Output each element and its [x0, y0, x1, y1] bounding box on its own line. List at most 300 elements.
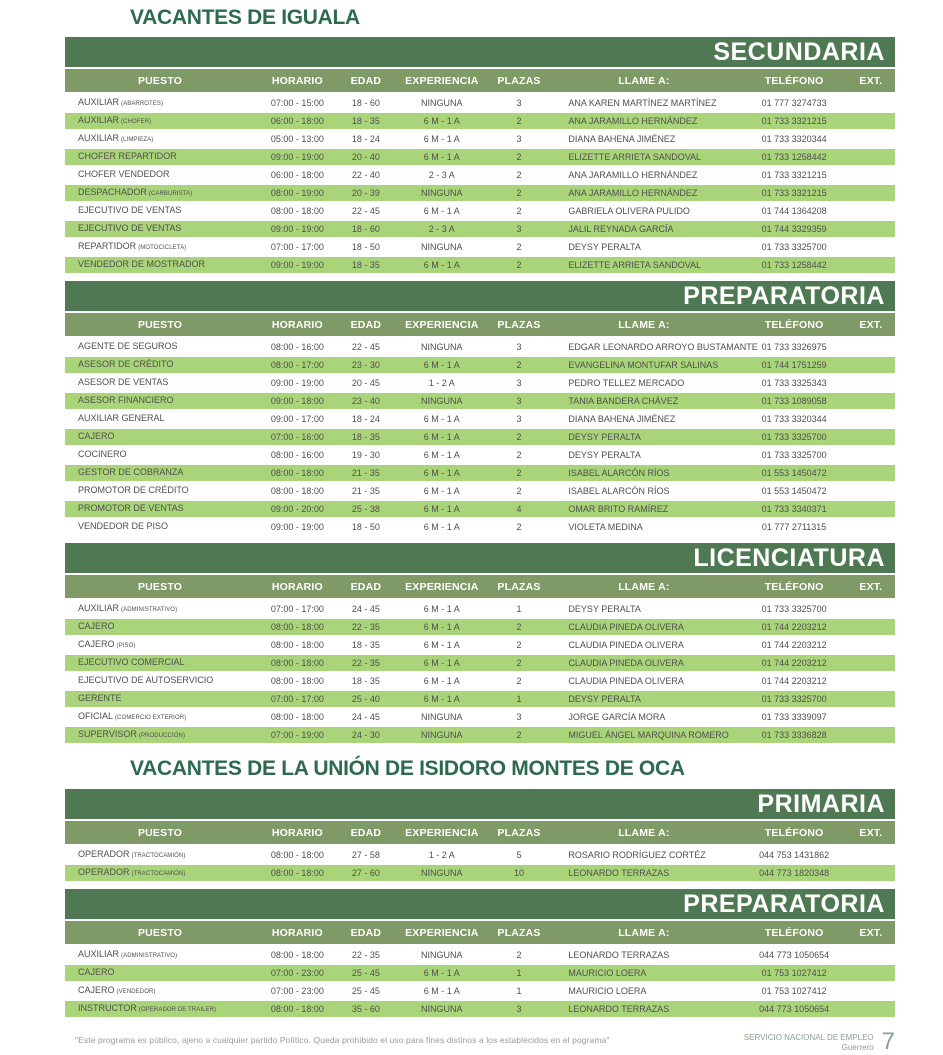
cell-horario: 09:00 - 19:00 — [270, 378, 324, 388]
cell-plazas: 3 — [516, 342, 522, 352]
cell-llame: CLAUDIA PINEDA OLIVERA — [568, 676, 684, 686]
cell-plazas: 2 — [516, 432, 522, 442]
cell-llame: CLAUDIA PINEDA OLIVERA — [568, 640, 684, 650]
footer-org-line1: SERVICIO NACIONAL DE EMPLEO — [743, 1033, 874, 1042]
cell-puesto — [65, 864, 255, 882]
cell-experiencia: 6 M - 1 A — [423, 152, 460, 162]
cell-horario: 08:00 - 18:00 — [270, 950, 324, 960]
cell-llame: ANA KAREN MARTÍNEZ MARTÍNEZ — [568, 98, 717, 108]
cell-plazas: 2 — [516, 450, 522, 460]
cell-experiencia: NINGUNA — [421, 712, 463, 722]
section-level-label: PRIMARIA — [757, 790, 885, 818]
column-header-telefono: TELÉFONO — [764, 826, 824, 839]
table-preparatoria-iguala — [65, 281, 895, 537]
cell-telefono: 01 777 2711315 — [761, 522, 827, 532]
puesto-sublabel: (ADMINISTRATIVO) — [121, 953, 178, 959]
cell-experiencia: 6 M - 1 A — [423, 450, 460, 460]
cell-telefono: 01 733 3326975 — [761, 342, 827, 352]
cell-llame: DIANA BAHENA JIMÉNEZ — [568, 134, 676, 144]
column-header-telefono: TELÉFONO — [764, 580, 824, 593]
cell-puesto — [65, 946, 255, 964]
puesto-label: ASESOR DE CRÉDITO — [78, 359, 174, 369]
column-header-ext: EXT. — [859, 580, 883, 593]
puesto-sublabel: (PISO) — [116, 643, 136, 649]
cell-edad: 22 - 40 — [351, 170, 380, 180]
column-header-horario: HORARIO — [271, 318, 323, 331]
puesto-label: VENDEDOR DE PISO — [78, 521, 169, 531]
puesto-label: INSTRUCTOR — [78, 1003, 137, 1013]
column-header-experiencia: EXPERIENCIA — [405, 74, 479, 87]
cell-horario: 09:00 - 18:00 — [270, 396, 324, 406]
cell-horario: 08:00 - 17:00 — [270, 360, 324, 370]
cell-telefono: 01 744 2203212 — [761, 676, 827, 686]
cell-puesto — [65, 846, 255, 864]
column-header-plazas: PLAZAS — [497, 74, 541, 87]
cell-horario: 07:00 - 19:00 — [270, 730, 324, 740]
cell-edad: 18 - 35 — [351, 432, 380, 442]
column-header-experiencia: EXPERIENCIA — [405, 318, 479, 331]
puesto-label: CAJERO — [78, 621, 115, 631]
column-header-experiencia: EXPERIENCIA — [405, 580, 479, 593]
cell-plazas: 2 — [516, 116, 522, 126]
section-band — [65, 543, 895, 573]
cell-telefono: 01 753 1027412 — [761, 968, 827, 978]
cell-edad: 20 - 39 — [351, 188, 380, 198]
cell-edad: 25 - 45 — [351, 986, 380, 996]
column-header-ext: EXT. — [859, 826, 883, 839]
cell-experiencia: NINGUNA — [421, 342, 463, 352]
column-header-edad: EDAD — [350, 826, 382, 839]
column-header-puesto: PUESTO — [137, 74, 183, 87]
cell-experiencia: 6 M - 1 A — [423, 622, 460, 632]
puesto-label: REPARTIDOR — [78, 241, 137, 251]
cell-telefono: 01 733 3325700 — [761, 604, 827, 614]
cell-telefono: 01 733 3321215 — [761, 170, 827, 180]
cell-llame: EDGAR LEONARDO ARROYO BUSTAMANTE — [568, 342, 758, 352]
cell-horario: 08:00 - 18:00 — [270, 712, 324, 722]
cell-telefono: 01 733 3320344 — [761, 134, 827, 144]
cell-telefono: 01 733 3325700 — [761, 450, 827, 460]
cell-horario: 08:00 - 18:00 — [270, 640, 324, 650]
cell-horario: 05:00 - 13:00 — [270, 134, 324, 144]
cell-plazas: 5 — [516, 850, 522, 860]
cell-plazas: 2 — [516, 622, 522, 632]
cell-puesto — [65, 166, 255, 184]
puesto-sublabel: (OPERADOR DE TRAILER) — [138, 1007, 217, 1013]
column-header-experiencia: EXPERIENCIA — [405, 926, 479, 939]
column-header-horario: HORARIO — [271, 74, 323, 87]
column-header-plazas: PLAZAS — [497, 926, 541, 939]
cell-experiencia: 6 M - 1 A — [423, 968, 460, 978]
puesto-label: CHOFER REPARTIDOR — [78, 151, 177, 161]
cell-plazas: 2 — [516, 360, 522, 370]
cell-experiencia: 6 M - 1 A — [423, 432, 460, 442]
table-row — [65, 847, 895, 865]
cell-edad: 18 - 50 — [351, 242, 380, 252]
cell-puesto — [65, 1000, 255, 1018]
cell-plazas: 3 — [516, 378, 522, 388]
puesto-label: EJECUTIVO DE AUTOSERVICIO — [78, 675, 214, 685]
puesto-label: AUXILIAR GENERAL — [78, 413, 165, 423]
puesto-label: PROMOTOR DE CRÉDITO — [78, 485, 189, 495]
cell-telefono: 044 773 1050654 — [759, 1004, 830, 1014]
cell-telefono: 01 733 3321215 — [761, 116, 827, 126]
cell-edad: 18 - 60 — [351, 224, 380, 234]
cell-edad: 25 - 38 — [351, 504, 380, 514]
cell-experiencia: NINGUNA — [421, 1004, 463, 1014]
table-row — [65, 375, 895, 393]
column-header-plazas: PLAZAS — [497, 826, 541, 839]
column-header-plazas: PLAZAS — [497, 580, 541, 593]
cell-experiencia: NINGUNA — [421, 188, 463, 198]
cell-llame: DEYSY PERALTA — [568, 604, 641, 614]
cell-puesto — [65, 726, 255, 744]
cell-llame: ISABEL ALARCÓN RÍOS — [568, 486, 670, 496]
section-band — [65, 889, 895, 919]
puesto-sublabel: (PRODUCCIÓN) — [138, 733, 186, 739]
cell-horario: 06:00 - 18:00 — [270, 116, 324, 126]
cell-telefono: 01 733 1258442 — [761, 152, 827, 162]
cell-llame: CLAUDIA PINEDA OLIVERA — [568, 622, 684, 632]
puesto-label: CAJERO — [78, 967, 115, 977]
puesto-label: CAJERO — [78, 639, 115, 649]
cell-telefono: 044 773 1820348 — [759, 868, 830, 878]
cell-edad: 22 - 35 — [351, 950, 380, 960]
cell-horario: 09:00 - 19:00 — [270, 522, 324, 532]
cell-puesto — [65, 112, 255, 130]
table-row — [65, 619, 895, 637]
cell-horario: 07:00 - 15:00 — [270, 98, 324, 108]
page-number: 7 — [881, 1028, 895, 1055]
cell-llame: OMAR BRITO RAMÍREZ — [568, 504, 669, 514]
cell-puesto — [65, 338, 255, 356]
cell-horario: 07:00 - 17:00 — [270, 694, 324, 704]
cell-horario: 08:00 - 18:00 — [270, 850, 324, 860]
puesto-label: OPERADOR — [78, 867, 130, 877]
column-header-ext: EXT. — [859, 926, 883, 939]
cell-experiencia: 6 M - 1 A — [423, 486, 460, 496]
cell-plazas: 1 — [516, 986, 522, 996]
cell-horario: 07:00 - 23:00 — [270, 968, 324, 978]
cell-llame: ELIZETTE ARRIETA SANDOVAL — [568, 152, 702, 162]
cell-experiencia: 6 M - 1 A — [423, 134, 460, 144]
cell-edad: 19 - 30 — [351, 450, 380, 460]
column-header-edad: EDAD — [350, 318, 382, 331]
cell-horario: 07:00 - 17:00 — [270, 242, 324, 252]
column-header-horario: HORARIO — [271, 826, 323, 839]
table-row — [65, 113, 895, 131]
table-row — [65, 483, 895, 501]
cell-puesto — [65, 202, 255, 220]
cell-plazas: 2 — [516, 260, 522, 270]
cell-plazas: 3 — [516, 712, 522, 722]
cell-experiencia: 2 - 3 A — [428, 224, 455, 234]
table-row — [65, 965, 895, 983]
puesto-sublabel: (TRACTOCAMIÓN) — [131, 853, 186, 859]
cell-puesto — [65, 618, 255, 636]
cell-plazas: 2 — [516, 188, 522, 198]
cell-horario: 08:00 - 18:00 — [270, 676, 324, 686]
section-level-label: PREPARATORIA — [683, 890, 885, 918]
column-header-llame: LLAME A: — [618, 580, 670, 593]
cell-puesto — [65, 374, 255, 392]
column-header-telefono: TELÉFONO — [764, 74, 824, 87]
puesto-label: VENDEDOR DE MOSTRADOR — [78, 259, 206, 269]
table-row — [65, 947, 895, 965]
cell-puesto — [65, 982, 255, 1000]
cell-llame: LEONARDO TERRAZAS — [568, 1004, 670, 1014]
puesto-label: CAJERO — [78, 431, 115, 441]
puesto-sublabel: (VENDEDOR) — [116, 989, 156, 995]
footer-right — [744, 1029, 895, 1055]
cell-edad: 18 - 24 — [351, 414, 380, 424]
table-body — [65, 95, 895, 275]
cell-edad: 27 - 58 — [351, 850, 380, 860]
cell-experiencia: 1 - 2 A — [428, 378, 455, 388]
puesto-label: COCINERO — [78, 449, 127, 459]
footer-org-line2: Guerrero — [841, 1043, 874, 1052]
column-header-edad: EDAD — [350, 74, 382, 87]
cell-plazas: 3 — [516, 414, 522, 424]
cell-experiencia: NINGUNA — [421, 242, 463, 252]
column-header-llame: LLAME A: — [618, 74, 670, 87]
cell-horario: 07:00 - 17:00 — [270, 604, 324, 614]
table-row — [65, 601, 895, 619]
puesto-label: AUXILIAR — [78, 97, 120, 107]
table-primaria-union — [65, 789, 895, 883]
cell-puesto — [65, 964, 255, 982]
puesto-sublabel: (CARBURISTA) — [148, 191, 193, 197]
cell-experiencia: 6 M - 1 A — [423, 206, 460, 216]
cell-horario: 08:00 - 18:00 — [270, 468, 324, 478]
cell-experiencia: NINGUNA — [421, 730, 463, 740]
table-row — [65, 357, 895, 375]
table-row — [65, 983, 895, 1001]
cell-plazas: 2 — [516, 676, 522, 686]
cell-experiencia: 6 M - 1 A — [423, 658, 460, 668]
table-row — [65, 865, 895, 883]
cell-plazas: 2 — [516, 468, 522, 478]
cell-llame: MAURICIO LOERA — [568, 968, 647, 978]
table-body — [65, 339, 895, 537]
cell-llame: JALIL REYNADA GARCÍA — [568, 224, 674, 234]
cell-puesto — [65, 690, 255, 708]
puesto-label: SUPERVISOR — [78, 729, 137, 739]
cell-puesto — [65, 410, 255, 428]
column-header-ext: EXT. — [859, 318, 883, 331]
cell-edad: 23 - 30 — [351, 360, 380, 370]
table-row — [65, 149, 895, 167]
cell-llame: ANA JARAMILLO HERNÁNDEZ — [568, 188, 698, 198]
cell-edad: 25 - 40 — [351, 694, 380, 704]
cell-telefono: 01 733 3325343 — [761, 378, 827, 388]
cell-puesto — [65, 518, 255, 536]
cell-experiencia: NINGUNA — [421, 868, 463, 878]
cell-llame: DIANA BAHENA JIMÉNEZ — [568, 414, 676, 424]
puesto-label: CAJERO — [78, 985, 115, 995]
table-row — [65, 691, 895, 709]
cell-plazas: 2 — [516, 950, 522, 960]
table-row — [65, 727, 895, 745]
table-row — [65, 95, 895, 113]
cell-telefono: 01 733 3339097 — [761, 712, 827, 722]
cell-telefono: 01 733 3325700 — [761, 694, 827, 704]
cell-edad: 24 - 30 — [351, 730, 380, 740]
column-header-experiencia: EXPERIENCIA — [405, 826, 479, 839]
cell-telefono: 01 553 1450472 — [761, 468, 827, 478]
table-row — [65, 655, 895, 673]
cell-edad: 24 - 45 — [351, 712, 380, 722]
cell-horario: 08:00 - 16:00 — [270, 342, 324, 352]
cell-puesto — [65, 256, 255, 274]
cell-puesto — [65, 600, 255, 618]
cell-experiencia: 6 M - 1 A — [423, 640, 460, 650]
column-header-telefono: TELÉFONO — [764, 318, 824, 331]
puesto-sublabel: (TRACTOCAMIÓN) — [131, 871, 186, 877]
cell-plazas: 2 — [516, 658, 522, 668]
column-header-horario: HORARIO — [271, 926, 323, 939]
cell-experiencia: 6 M - 1 A — [423, 694, 460, 704]
cell-puesto — [65, 636, 255, 654]
cell-plazas: 2 — [516, 152, 522, 162]
cell-telefono: 01 744 3329359 — [761, 224, 827, 234]
cell-llame: ANA JARAMILLO HERNÁNDEZ — [568, 170, 698, 180]
cell-puesto — [65, 464, 255, 482]
cell-edad: 22 - 45 — [351, 342, 380, 352]
column-header-row — [65, 313, 895, 336]
puesto-sublabel: (LIMPIEZA) — [121, 137, 154, 143]
cell-horario: 07:00 - 16:00 — [270, 432, 324, 442]
page-title-iguala: VACANTES DE IGUALA — [130, 6, 360, 29]
cell-telefono: 01 733 3340371 — [761, 504, 827, 514]
cell-edad: 18 - 35 — [351, 640, 380, 650]
cell-llame: PEDRO TELLEZ MERCADO — [568, 378, 685, 388]
cell-edad: 18 - 35 — [351, 116, 380, 126]
puesto-sublabel: (COMERCIO EXTERIOR) — [115, 715, 187, 721]
cell-telefono: 044 773 1050654 — [759, 950, 830, 960]
table-row — [65, 131, 895, 149]
cell-edad: 18 - 50 — [351, 522, 380, 532]
puesto-label: AUXILIAR — [78, 115, 120, 125]
cell-edad: 18 - 60 — [351, 98, 380, 108]
section-band — [65, 789, 895, 819]
cell-puesto — [65, 94, 255, 112]
cell-telefono: 01 753 1027412 — [761, 986, 827, 996]
table-row — [65, 465, 895, 483]
cell-llame: DEYSY PERALTA — [568, 450, 641, 460]
cell-plazas: 3 — [516, 1004, 522, 1014]
puesto-label: GESTOR DE COBRANZA — [78, 467, 184, 477]
puesto-sublabel: (ABARROTES) — [121, 101, 164, 107]
cell-experiencia: 6 M - 1 A — [423, 676, 460, 686]
cell-experiencia: NINGUNA — [421, 950, 463, 960]
cell-horario: 08:00 - 18:00 — [270, 658, 324, 668]
column-header-row — [65, 821, 895, 844]
cell-telefono: 01 744 2203212 — [761, 622, 827, 632]
cell-experiencia: 6 M - 1 A — [423, 414, 460, 424]
cell-telefono: 01 733 3325700 — [761, 432, 827, 442]
cell-plazas: 3 — [516, 134, 522, 144]
puesto-sublabel: (ADMINISTRATIVO) — [121, 607, 178, 613]
cell-telefono: 01 744 1751259 — [761, 360, 827, 370]
cell-llame: GABRIELA OLIVERA PULIDO — [568, 206, 690, 216]
cell-horario: 08:00 - 18:00 — [270, 868, 324, 878]
table-row — [65, 257, 895, 275]
cell-llame: TANIA BANDERA CHÁVEZ — [568, 396, 679, 406]
puesto-label: OPERADOR — [78, 849, 130, 859]
table-body — [65, 947, 895, 1019]
section-band — [65, 37, 895, 67]
cell-edad: 22 - 35 — [351, 658, 380, 668]
table-row — [65, 185, 895, 203]
table-row — [65, 221, 895, 239]
cell-puesto — [65, 654, 255, 672]
cell-horario: 08:00 - 18:00 — [270, 486, 324, 496]
cell-experiencia: NINGUNA — [421, 98, 463, 108]
cell-experiencia: 6 M - 1 A — [423, 116, 460, 126]
column-header-ext: EXT. — [859, 74, 883, 87]
cell-plazas: 2 — [516, 206, 522, 216]
table-body — [65, 601, 895, 745]
cell-llame: JORGE GARCÍA MORA — [568, 712, 666, 722]
column-header-row — [65, 921, 895, 944]
puesto-label: PROMOTOR DE VENTAS — [78, 503, 184, 513]
puesto-label: GERENTE — [78, 693, 122, 703]
cell-llame: VIOLETA MEDINA — [568, 522, 643, 532]
table-row — [65, 709, 895, 727]
cell-experiencia: 6 M - 1 A — [423, 260, 460, 270]
section-level-label: SECUNDARIA — [713, 38, 885, 66]
cell-llame: DEYSY PERALTA — [568, 694, 641, 704]
column-header-puesto: PUESTO — [137, 580, 183, 593]
cell-llame: EVANGELINA MONTUFAR SALINAS — [568, 360, 719, 370]
cell-edad: 23 - 40 — [351, 396, 380, 406]
cell-puesto — [65, 482, 255, 500]
table-preparatoria-union — [65, 889, 895, 1019]
cell-telefono: 01 733 1089058 — [761, 396, 827, 406]
cell-edad: 20 - 40 — [351, 152, 380, 162]
column-header-horario: HORARIO — [271, 580, 323, 593]
puesto-label: AUXILIAR — [78, 949, 120, 959]
table-row — [65, 447, 895, 465]
cell-puesto — [65, 356, 255, 374]
table-row — [65, 519, 895, 537]
puesto-sublabel: (CHOFER) — [121, 119, 152, 125]
cell-puesto — [65, 184, 255, 202]
cell-experiencia: 6 M - 1 A — [423, 468, 460, 478]
cell-experiencia: 6 M - 1 A — [423, 504, 460, 514]
table-licenciatura — [65, 543, 895, 745]
cell-llame: DEYSY PERALTA — [568, 242, 641, 252]
cell-experiencia: 6 M - 1 A — [423, 986, 460, 996]
table-row — [65, 637, 895, 655]
cell-telefono: 01 733 3321215 — [761, 188, 827, 198]
table-row — [65, 1001, 895, 1019]
cell-telefono: 01 553 1450472 — [761, 486, 827, 496]
cell-edad: 27 - 60 — [351, 868, 380, 878]
cell-horario: 08:00 - 18:00 — [270, 1004, 324, 1014]
column-header-puesto: PUESTO — [137, 826, 183, 839]
puesto-label: EJECUTIVO COMERCIAL — [78, 657, 185, 667]
cell-plazas: 2 — [516, 486, 522, 496]
cell-llame: DEYSY PERALTA — [568, 432, 641, 442]
cell-plazas: 3 — [516, 224, 522, 234]
table-row — [65, 673, 895, 691]
cell-telefono: 01 733 3336828 — [761, 730, 827, 740]
cell-experiencia: 6 M - 1 A — [423, 522, 460, 532]
column-header-row — [65, 69, 895, 92]
cell-horario: 08:00 - 18:00 — [270, 622, 324, 632]
